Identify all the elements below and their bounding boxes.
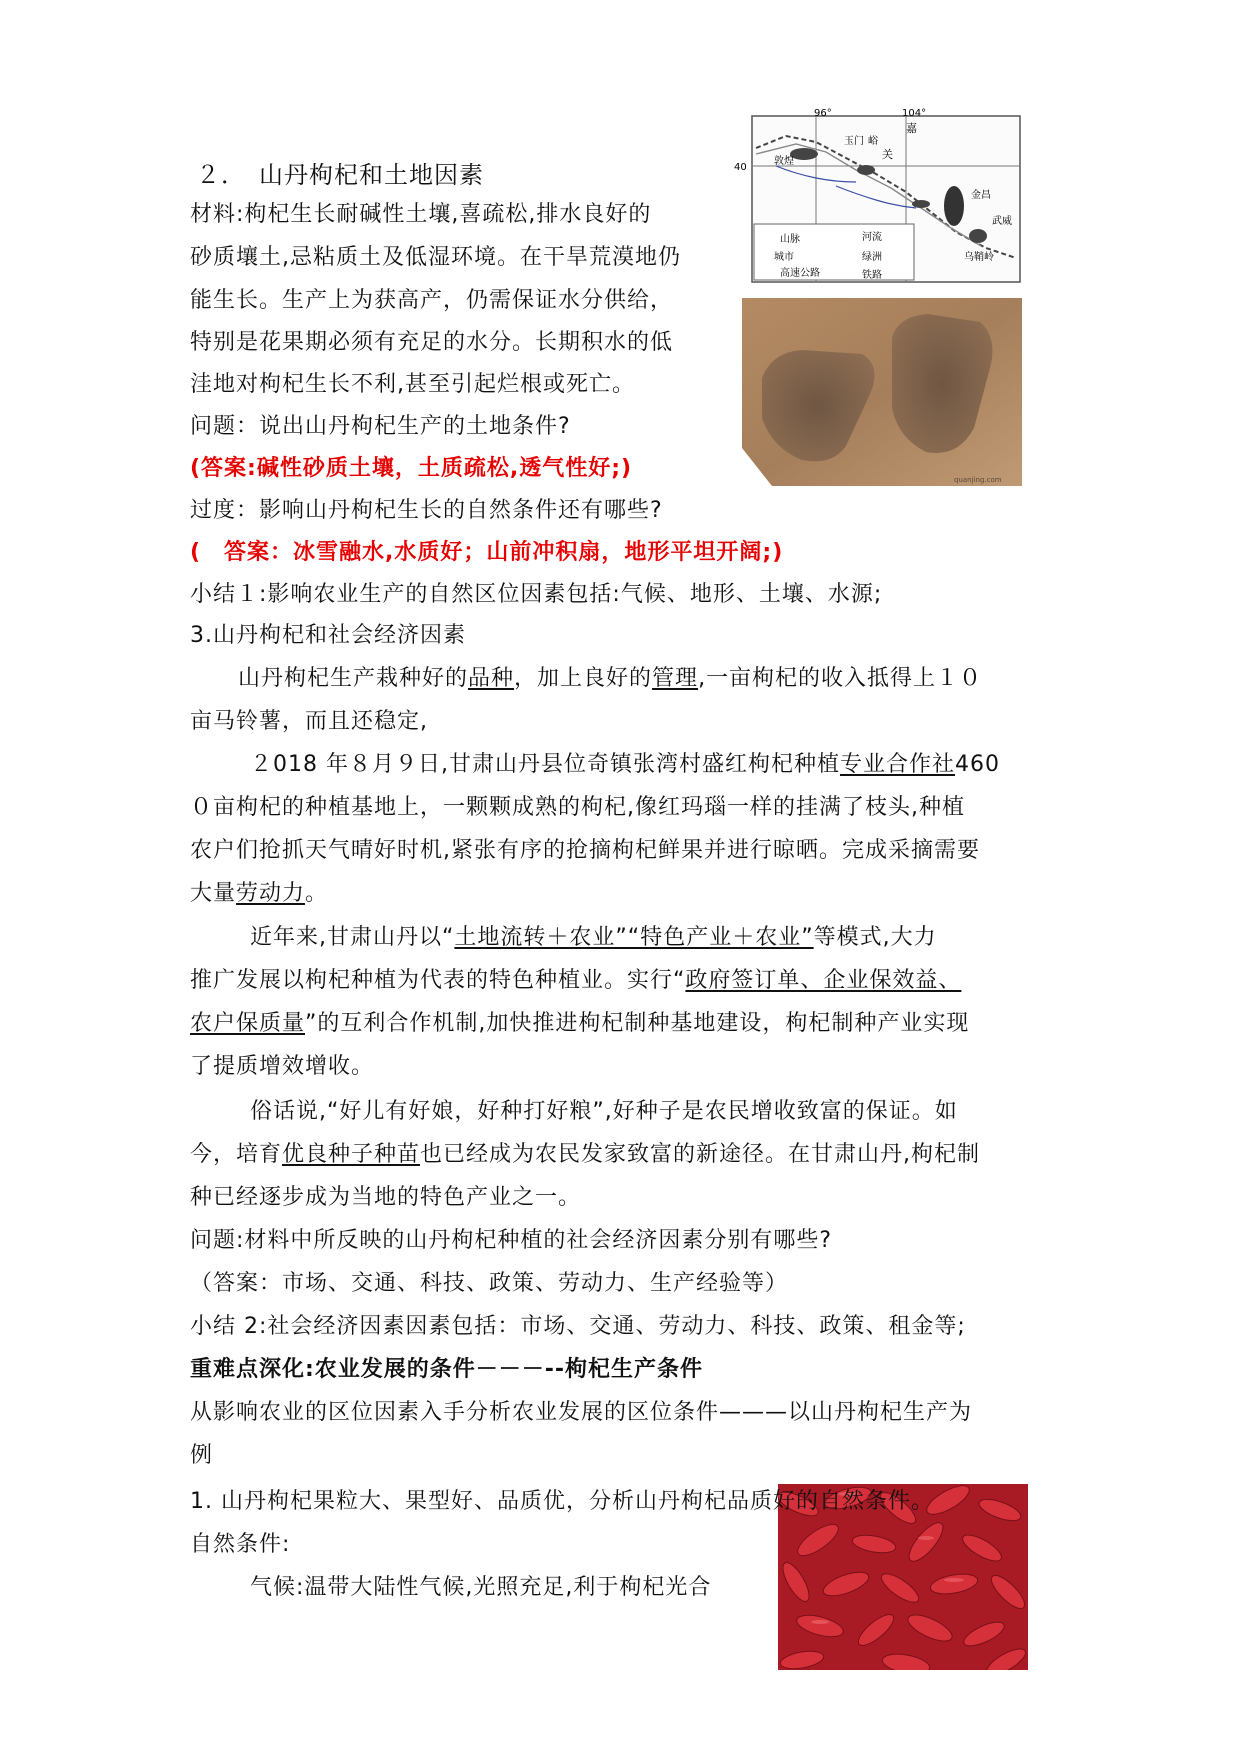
- section2-question: 问题：说出山丹枸杞生产的土地条件?: [190, 414, 571, 439]
- material-line-5: 洼地对枸杞生长不利,甚至引起烂根或死亡。: [190, 372, 635, 397]
- p3-text-1: 近年来,甘肃山丹以“: [250, 925, 455, 950]
- legend-river: 河流: [862, 232, 882, 243]
- p2-text-3: 大量: [190, 881, 237, 906]
- p2-underline-coop: 专业合作社: [839, 752, 955, 777]
- p2-text-2: 460: [955, 752, 1000, 777]
- map-svg: [716, 108, 1022, 284]
- section2-heading: ２． 山丹枸杞和土地因素: [196, 161, 484, 189]
- p2-underline-labor: 劳动力: [236, 881, 306, 906]
- lon-label-104: 104°: [902, 108, 927, 119]
- summary-2: 小结 2:社会经济因素因素包括：市场、交通、劳动力、科技、政策、租金等;: [190, 1314, 966, 1339]
- p4-text-2: 也已经成为农民发家致富的新途径。在甘肃山丹,枸杞制: [420, 1142, 981, 1167]
- section2-answer: (答案:碱性砂质土壤，土质疏松,透气性好;): [190, 456, 633, 481]
- section3-p1-line2: 亩马铃薯，而且还稳定,: [190, 709, 428, 734]
- p2-text-1: ２018 年８月９日,甘肃山丹县位奇镇张湾村盛红枸杞种植: [250, 752, 840, 777]
- section3-p3-line3: [190, 1008, 969, 1040]
- section3-p2-line2: ０亩枸杞的种植基地上，一颗颗成熟的枸杞,像红玛瑙一样的挂满了枝头,种植: [190, 795, 965, 820]
- section3-answer: （答案：市场、交通、科技、政策、劳动力、生产经验等）: [190, 1271, 789, 1296]
- section2-transition: 过度：影响山丹枸杞生长的自然条件还有哪些?: [190, 498, 663, 523]
- p1-text-3: ,一亩枸杞的收入抵得上１０: [698, 666, 983, 691]
- p3-underline-farmers: 农户保质量: [190, 1011, 306, 1036]
- section3-heading: 3.山丹枸杞和社会经济因素: [190, 623, 466, 648]
- legend-highway: 高速公路: [780, 268, 820, 279]
- place-wuwei: 武威: [992, 216, 1012, 227]
- p3-text-3: ”的互利合作机制,加快推进枸杞制种基地建设，枸杞制种产业实现: [305, 1011, 970, 1036]
- section3-p3-line4: 了提质增效增收。: [190, 1054, 375, 1079]
- place-jiayuguan: 嘉: [906, 122, 917, 135]
- section3-p4-line3: 种已经逐步成为当地的特色产业之一。: [190, 1185, 582, 1210]
- place-yumen: 玉门: [844, 136, 864, 147]
- p4-underline-seeds: 优良种子种苗: [282, 1142, 421, 1167]
- legend-mountain: 山脉: [780, 234, 800, 245]
- place-wushaoling: 乌鞘岭: [964, 252, 994, 263]
- p3-underline-models: 土地流转＋农业”“特色产业＋农业”: [454, 925, 814, 950]
- p1-text-1: 山丹枸杞生产栽种好的: [238, 666, 469, 691]
- photo-watermark: quanjing.com: [954, 476, 1002, 484]
- legend-oasis: 绿洲: [862, 252, 882, 263]
- place-yumen2: 峪: [868, 136, 878, 147]
- climate-line: 气候:温带大陆性气候,光照充足,利于枸杞光合: [250, 1575, 712, 1600]
- section3-p3-line1: [250, 922, 937, 954]
- summary-1: 小结１:影响农业生产的自然区位因素包括:气候、地形、土壤、水源;: [190, 582, 883, 607]
- lon-label-96: 96°: [814, 108, 832, 119]
- deepen-question-1: 1. 山丹枸杞果粒大、果型好、品质优，分析山丹枸杞品质好的自然条件。: [190, 1489, 934, 1514]
- p1-text-2: ，加上良好的: [514, 666, 653, 691]
- material-line-4: 特别是花果期必须有充足的水分。长期积水的低: [190, 330, 674, 355]
- place-tian: 关: [882, 148, 893, 161]
- legend-railway: 铁路: [862, 270, 882, 281]
- section3-p2-line4: [190, 878, 328, 910]
- section2-transition-answer: ( 答案：冰雪融水,水质好；山前冲积扇，地形平坦开阔;): [190, 540, 784, 565]
- place-dunhuang: 敦煌: [774, 156, 794, 167]
- p3-text-line2: 推广发展以枸杞种植为代表的特色种植业。实行“: [190, 968, 686, 993]
- material-line-2: 砂质壤土,忌粘质土及低湿环境。在干旱荒漠地仍: [190, 245, 681, 270]
- deepen-line-1: 从影响农业的区位因素入手分析农业发展的区位条件———以山丹枸杞生产为: [190, 1400, 973, 1425]
- lat-label-40: 40: [734, 162, 747, 173]
- place-jinchang: 金昌: [971, 190, 991, 201]
- legend-city: 城市: [774, 252, 794, 263]
- p1-underline-variety: 品种: [468, 666, 515, 691]
- section3-question: 问题:材料中所反映的山丹枸杞种植的社会经济因素分别有哪些?: [190, 1228, 833, 1253]
- section3-p2-line3: 农户们抢抓天气晴好时机,紧张有序的抢摘枸杞鲜果并进行晾晒。完成采摘需要: [190, 838, 980, 863]
- p3-text-2: 等模式,大力: [813, 925, 937, 950]
- section3-p1-line1: [238, 663, 982, 695]
- gansu-map-figure: [716, 108, 1022, 284]
- natural-conditions-label: 自然条件:: [190, 1532, 291, 1557]
- section3-p4-line1: 俗话说,“好儿有好娘，好种打好粮”,好种子是农民增收致富的保证。如: [250, 1099, 958, 1124]
- sandy-soil-photo: [742, 298, 1022, 486]
- deepen-heading: 重难点深化:农业发展的条件－－－--枸杞生产条件: [190, 1357, 704, 1382]
- p3-underline-gov: 政府签订单、企业保效益、: [685, 968, 962, 993]
- p2-text-4: 。: [305, 881, 329, 906]
- p4-text-1: 今，培育: [190, 1142, 283, 1167]
- section3-p3-line2: [190, 965, 961, 997]
- material-line-3: 能生长。生产上为获高产，仍需保证水分供给，: [190, 288, 674, 313]
- section3-p4-line2: [190, 1139, 980, 1171]
- material-line-1: 材料:枸杞生长耐碱性土壤,喜疏松,排水良好的: [190, 202, 652, 227]
- p1-underline-management: 管理: [652, 666, 699, 691]
- section3-p2-line1: [250, 749, 1000, 781]
- deepen-line-2: 例: [190, 1443, 214, 1468]
- soil-photo-svg: [742, 298, 1022, 486]
